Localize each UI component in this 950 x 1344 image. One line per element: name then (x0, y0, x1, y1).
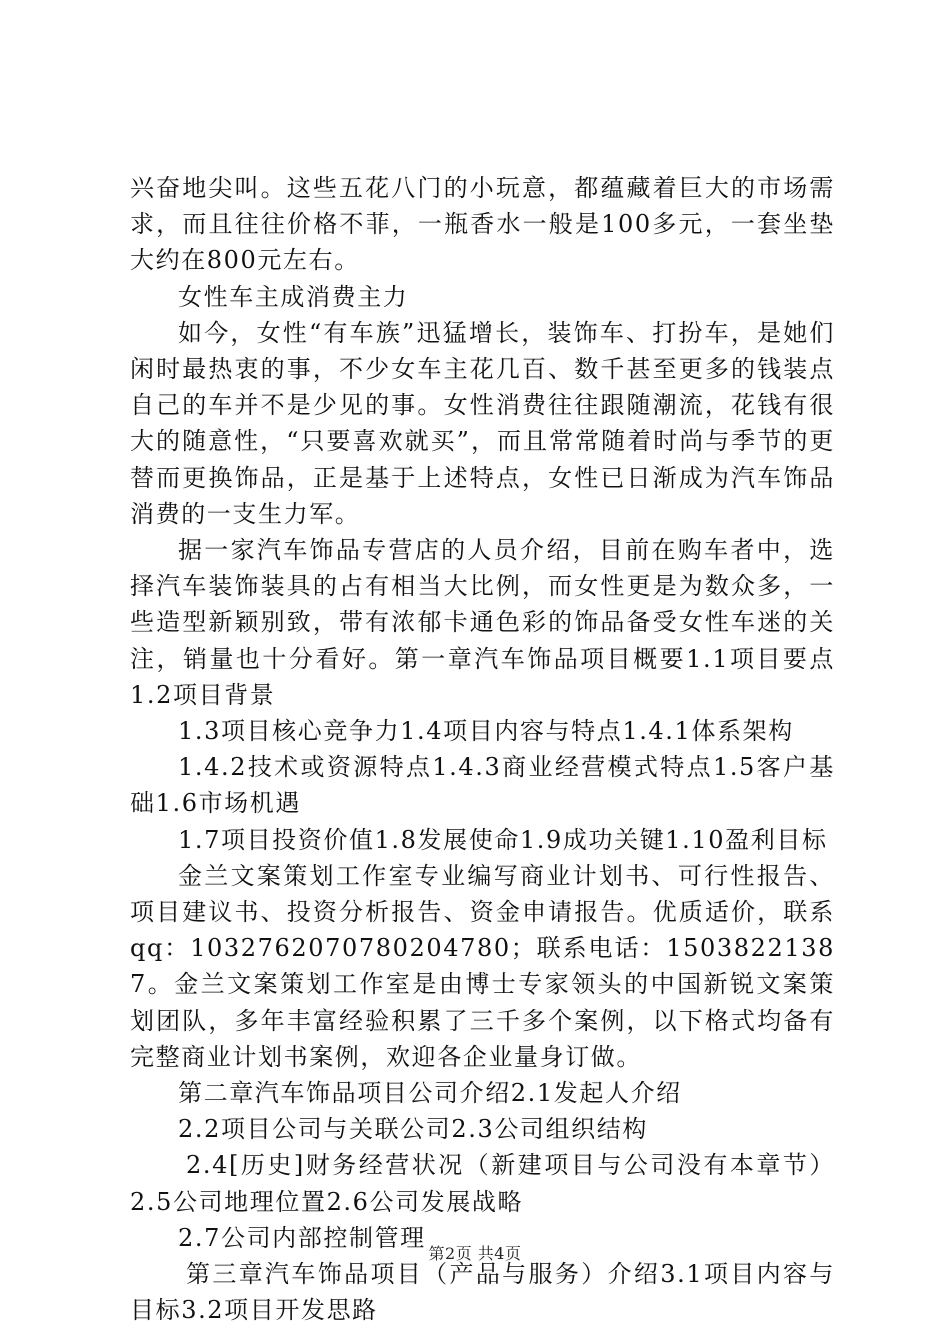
paragraph-female-car-owners: 如今，女性“有车族”迅猛增长，装饰车、打扮车，是她们闲时最热衷的事，不少女车主花几百、数千甚至更多的钱装点自己的车并不是少见的事。女性消费往往跟随潮流，花钱有很大的随意性，“只要喜欢就买”，而且常常随着时尚与季节的更替而更换饰品，正是基于上述特点，女性已日渐成为汽车饰品消费的一支生力军。 (130, 318, 835, 528)
toc-line-1-4-2: 1.4.2技术或资源特点1.4.3商业经营模式特点1.5客户基础1.6市场机遇 (130, 753, 835, 818)
toc-line-2-7: 2.7公司内部控制管理 (178, 1223, 426, 1252)
paragraph-store-interview: 据一家汽车饰品专营店的人员介绍，目前在购车者中，选择汽车装饰装具的占有相当大比例，而女性更是为数众多，一些造型新颖别致，带有浓郁卡通色彩的饰品备受女性车迷的关注，销量也十分看好。第一章汽车饰品项目概要1.1项目要点1.2项目背景 (130, 536, 835, 709)
toc-line-2-2: 2.2项目公司与关联公司2.3公司组织结构 (178, 1115, 648, 1144)
paragraph-continuation: 兴奋地尖叫。这些五花八门的小玩意，都蕴藏着巨大的市场需求，而且往往价格不菲，一瓶香水一般是100多元，一套坐垫大约在800元左右。 (130, 174, 835, 275)
toc-line-2-4: 2.4[历史]财务经营状况（新建项目与公司没有本章节）2.5公司地理位置2.6公司发展战略 (130, 1151, 835, 1216)
document-body (130, 170, 835, 1329)
toc-line-1-3: 1.3项目核心竞争力1.4项目内容与特点1.4.1体系架构 (178, 717, 794, 746)
toc-line-1-7: 1.7项目投资价值1.8发展使命1.9成功关键1.10盈利目标 (178, 825, 828, 854)
page-number-footer: 第2页 共4页 (428, 1244, 522, 1263)
toc-chapter-2: 第二章汽车饰品项目公司介绍2.1发起人介绍 (178, 1079, 682, 1108)
toc-chapter-3: 第三章汽车饰品项目（产品与服务）介绍3.1项目内容与目标3.2项目开发思路 (130, 1260, 835, 1325)
paragraph-studio-ad: 金兰文案策划工作室专业编写商业计划书、可行性报告、项目建议书、投资分析报告、资金申请报告。优质适价，联系qq：1032762070780204780；联系电话：15038221387。金兰文案策划工作室是由博士专家领头的中国新锐文案策划团队，多年丰富经验积累了三千多个案例，以下格式均备有完整商业计划书案例，欢迎各企业量身订做。 (130, 861, 835, 1071)
section-heading-female-consumers: 女性车主成消费主力 (178, 282, 409, 311)
